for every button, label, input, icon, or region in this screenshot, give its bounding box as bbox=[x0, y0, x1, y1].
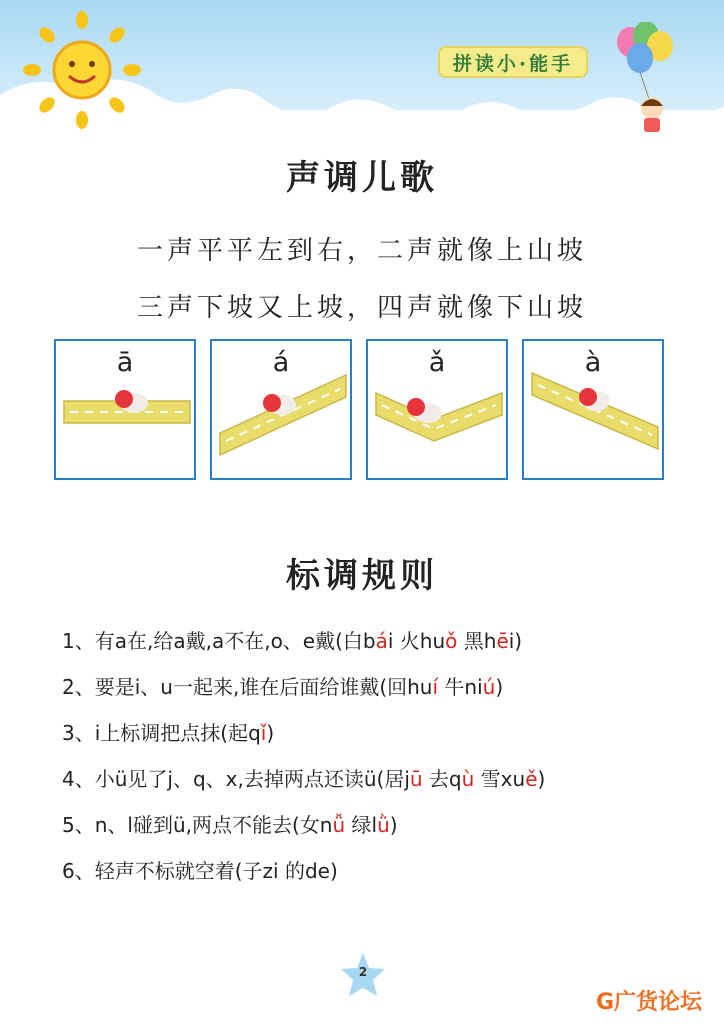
rule-text: ) bbox=[537, 767, 546, 791]
rule-text: 2、要是i、u一起来,谁在后面给谁戴(回hu bbox=[62, 675, 433, 699]
sun-icon bbox=[22, 10, 142, 130]
tone-mark-vowel: á bbox=[375, 629, 388, 653]
rule-line-2 bbox=[62, 664, 702, 710]
rule-line-5 bbox=[62, 802, 702, 848]
tone-box-fourth bbox=[522, 339, 664, 480]
watermark-logo: G广货论坛 bbox=[596, 990, 703, 1015]
rhyme-line-1: 一声平平左到右，二声就像上山坡 bbox=[136, 236, 587, 266]
falling-road-icon bbox=[524, 341, 666, 482]
tone-mark-vowel: ǒ bbox=[445, 629, 458, 653]
rule-line-1 bbox=[62, 618, 702, 664]
rule-text: 3、i上标调把点抹(起q bbox=[62, 721, 261, 745]
rule-text: 绿l bbox=[345, 813, 378, 837]
rule-text: i) bbox=[508, 629, 523, 653]
tone-illustrations bbox=[54, 339, 664, 482]
page-number: 2 bbox=[358, 965, 368, 979]
rule-text: 4、小ü见了j、q、x,去掉两点还读ü(居j bbox=[62, 767, 410, 791]
rhyme-line-2: 三声下坡又上坡，四声就像下山坡 bbox=[136, 293, 587, 323]
page-header bbox=[0, 0, 724, 140]
tone-mark-vowel: ǜ bbox=[377, 813, 390, 837]
tone-box-first bbox=[54, 339, 196, 480]
rule-line-6 bbox=[62, 848, 702, 894]
girl-with-balloons-icon bbox=[610, 22, 690, 142]
tone-label: á bbox=[272, 347, 290, 378]
tone-mark-vowel: ú bbox=[482, 675, 496, 699]
section-title-tone-rules: 标调规则 bbox=[286, 556, 438, 596]
tone-label: ǎ bbox=[428, 347, 446, 378]
tone-mark-vowel: í bbox=[432, 675, 439, 699]
rule-text: 1、有a在,给a戴,a不在,o、e戴(白b bbox=[62, 629, 376, 653]
rule-text: 黑h bbox=[457, 629, 497, 653]
tone-mark-vowel: ù bbox=[461, 767, 475, 791]
page-number-star bbox=[338, 950, 388, 1000]
rising-road-icon bbox=[212, 341, 354, 482]
tone-box-third bbox=[366, 339, 508, 480]
rule-text: 6、轻声不标就空着(子zi 的de) bbox=[62, 859, 338, 883]
dip-road-icon bbox=[368, 341, 510, 482]
tone-mark-vowel: ǐ bbox=[260, 721, 267, 745]
section-title-tone-rhyme: 声调儿歌 bbox=[286, 158, 438, 198]
badge-pindu-nengshou: 拼读小·能手 bbox=[438, 46, 588, 78]
rule-text: ) bbox=[389, 813, 398, 837]
rule-text: 5、n、l碰到ü,两点不能去(女n bbox=[62, 813, 333, 837]
rule-text: 去q bbox=[422, 767, 462, 791]
tone-label: à bbox=[584, 347, 602, 378]
tone-mark-vowel: ě bbox=[525, 767, 538, 791]
flat-road-icon bbox=[56, 341, 198, 482]
rule-line-4 bbox=[62, 756, 702, 802]
rule-text: ) bbox=[266, 721, 275, 745]
rule-text: ) bbox=[495, 675, 504, 699]
rule-text: 雪xu bbox=[474, 767, 526, 791]
tone-box-second bbox=[210, 339, 352, 480]
tone-label: ā bbox=[116, 347, 134, 378]
tone-mark-vowel: ū bbox=[409, 767, 423, 791]
rule-line-3 bbox=[62, 710, 702, 756]
rule-text: 牛ni bbox=[438, 675, 483, 699]
tone-rules-list bbox=[62, 618, 702, 894]
rule-text: i 火hu bbox=[387, 629, 446, 653]
tone-mark-vowel: ǚ bbox=[332, 813, 346, 837]
tone-mark-vowel: ē bbox=[496, 629, 509, 653]
